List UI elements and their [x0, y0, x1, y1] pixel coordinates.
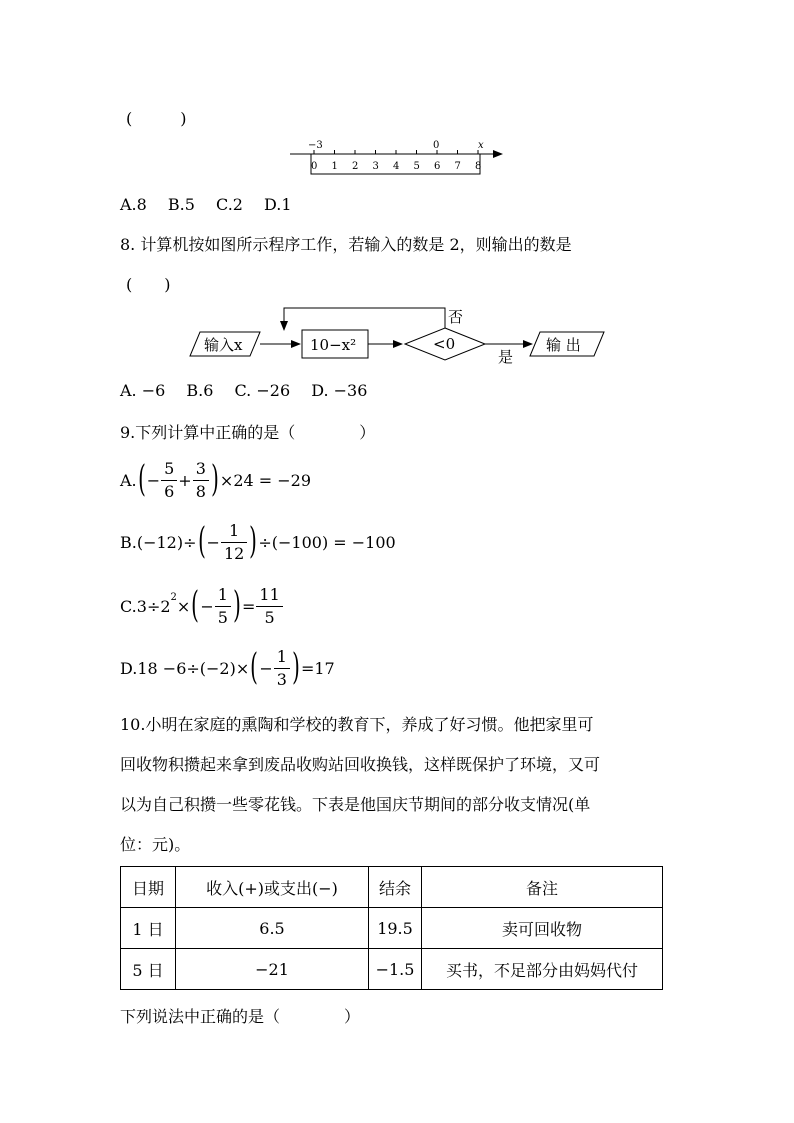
- q8-options: A. −6 B.6 C. −26 D. −36: [120, 381, 368, 400]
- fraction: $\frac{11}{5}$: [256, 584, 282, 629]
- table-cell: 卖可回收物: [422, 908, 663, 949]
- q9c-prefix: C.3÷2: [120, 596, 171, 616]
- flow-decision-label: <0: [433, 335, 456, 353]
- q9-option-c: C.3÷2 $^2$ × ( − $\frac{1}{5}$ ) = $\frac{11}{5}$: [120, 582, 284, 630]
- nl-tick-label: 3: [372, 161, 379, 172]
- q10-line-1: 10.小明在家庭的熏陶和学校的教育下，养成了好习惯。他把家里可: [120, 715, 594, 734]
- number-line: [285, 136, 510, 182]
- paren-left: (: [197, 521, 206, 562]
- table-cell: 6.5: [176, 908, 369, 949]
- q9d-prefix: D.18 −6÷(−2)×: [120, 658, 250, 678]
- q7-blank: ( ): [126, 109, 187, 128]
- q10-tail: 下列说法中正确的是（ ）: [120, 1007, 361, 1026]
- q9-option-d: D.18 −6÷(−2)× ( − $\frac{1}{3}$ ) =17: [120, 646, 335, 689]
- nl-tick-label: 1: [331, 161, 338, 172]
- nl-tick-label: 0: [311, 161, 318, 172]
- fraction: $\frac{1}{12}$: [221, 520, 247, 565]
- nl-tick-label: 2: [352, 161, 359, 172]
- table-header-cell: 收入(+)或支出(−): [176, 867, 369, 908]
- q7-options: A.8 B.5 C.2 D.1: [120, 195, 292, 214]
- fraction: $\frac{5}{6}$: [161, 458, 177, 503]
- fraction: $\frac{3}{8}$: [193, 458, 209, 503]
- paren-left: (: [137, 459, 146, 500]
- table-cell: 5 日: [121, 949, 176, 990]
- nl-tick-label: 4: [393, 161, 400, 172]
- q9a-prefix: A.: [120, 470, 137, 490]
- nl-tick-label: 6: [434, 161, 441, 172]
- flow-input-label: 输入x: [204, 336, 243, 354]
- flow-output-label: 输 出: [546, 336, 581, 354]
- table-cell: −21: [176, 949, 369, 990]
- nl-tick-label: 5: [413, 161, 420, 172]
- q10-line-2: 回收物积攒起来拿到废品收购站回收换钱，这样既保护了环境，又可: [120, 755, 601, 774]
- q8-blank: ( ): [126, 275, 171, 294]
- nl-label-zero: 0: [433, 140, 440, 151]
- table-header-cell: 日期: [121, 867, 176, 908]
- table-header-row: [121, 867, 663, 908]
- q9d-rest: =17: [300, 658, 335, 678]
- nl-tick-label: 8: [475, 161, 482, 172]
- flow-yes-label: 是: [498, 348, 514, 366]
- paren-right: ): [292, 647, 300, 688]
- q9b-prefix: B.(−12)÷: [120, 532, 197, 552]
- q9-option-a: A. ( − $\frac{5}{6}$ + $\frac{3}{8}$ ) ×24 = −29: [120, 458, 312, 501]
- nl-label-x: x: [478, 140, 484, 151]
- fraction: $\frac{1}{5}$: [215, 584, 231, 629]
- flow-no-label: 否: [448, 308, 464, 326]
- q9a-rest: ×24 = −29: [219, 470, 312, 490]
- income-table: [120, 866, 663, 990]
- table-header-cell: 结余: [369, 867, 422, 908]
- q10-line-4: 位：元)。: [120, 835, 191, 854]
- paren-right: ): [233, 585, 241, 626]
- flow-process-label: 10−x²: [310, 336, 357, 354]
- table-row: [121, 949, 663, 990]
- paren-left: (: [250, 647, 259, 688]
- flow-loop-arrow: [284, 308, 445, 330]
- nl-tick-label: 7: [454, 161, 461, 172]
- q10-line-3: 以为自己积攒一些零花钱。下表是他国庆节期间的部分收支情况(单: [120, 795, 591, 814]
- q9b-rest: ÷(−100) = −100: [258, 532, 396, 552]
- table-cell: −1.5: [369, 949, 422, 990]
- table-cell: 19.5: [369, 908, 422, 949]
- table-header-cell: 备注: [422, 867, 663, 908]
- q9c-exponent: 2: [170, 592, 177, 603]
- table-cell: 买书，不足部分由妈妈代付: [422, 949, 663, 990]
- flowchart: [180, 300, 620, 370]
- fraction: $\frac{1}{3}$: [274, 646, 290, 691]
- q9-stem: 9.下列计算中正确的是（ ）: [120, 423, 376, 442]
- table-row: [121, 908, 663, 949]
- paren-left: (: [191, 585, 200, 626]
- nl-label-minus3: −3: [308, 140, 323, 151]
- table-cell: 1 日: [121, 908, 176, 949]
- q8-stem: 8. 计算机按如图所示程序工作，若输入的数是 2，则输出的数是: [120, 235, 572, 254]
- paren-right: ): [249, 521, 258, 562]
- paren-right: ): [211, 459, 219, 500]
- q9-option-b: B.(−12)÷ ( − $\frac{1}{12}$ ) ÷(−100) = −100: [120, 520, 396, 563]
